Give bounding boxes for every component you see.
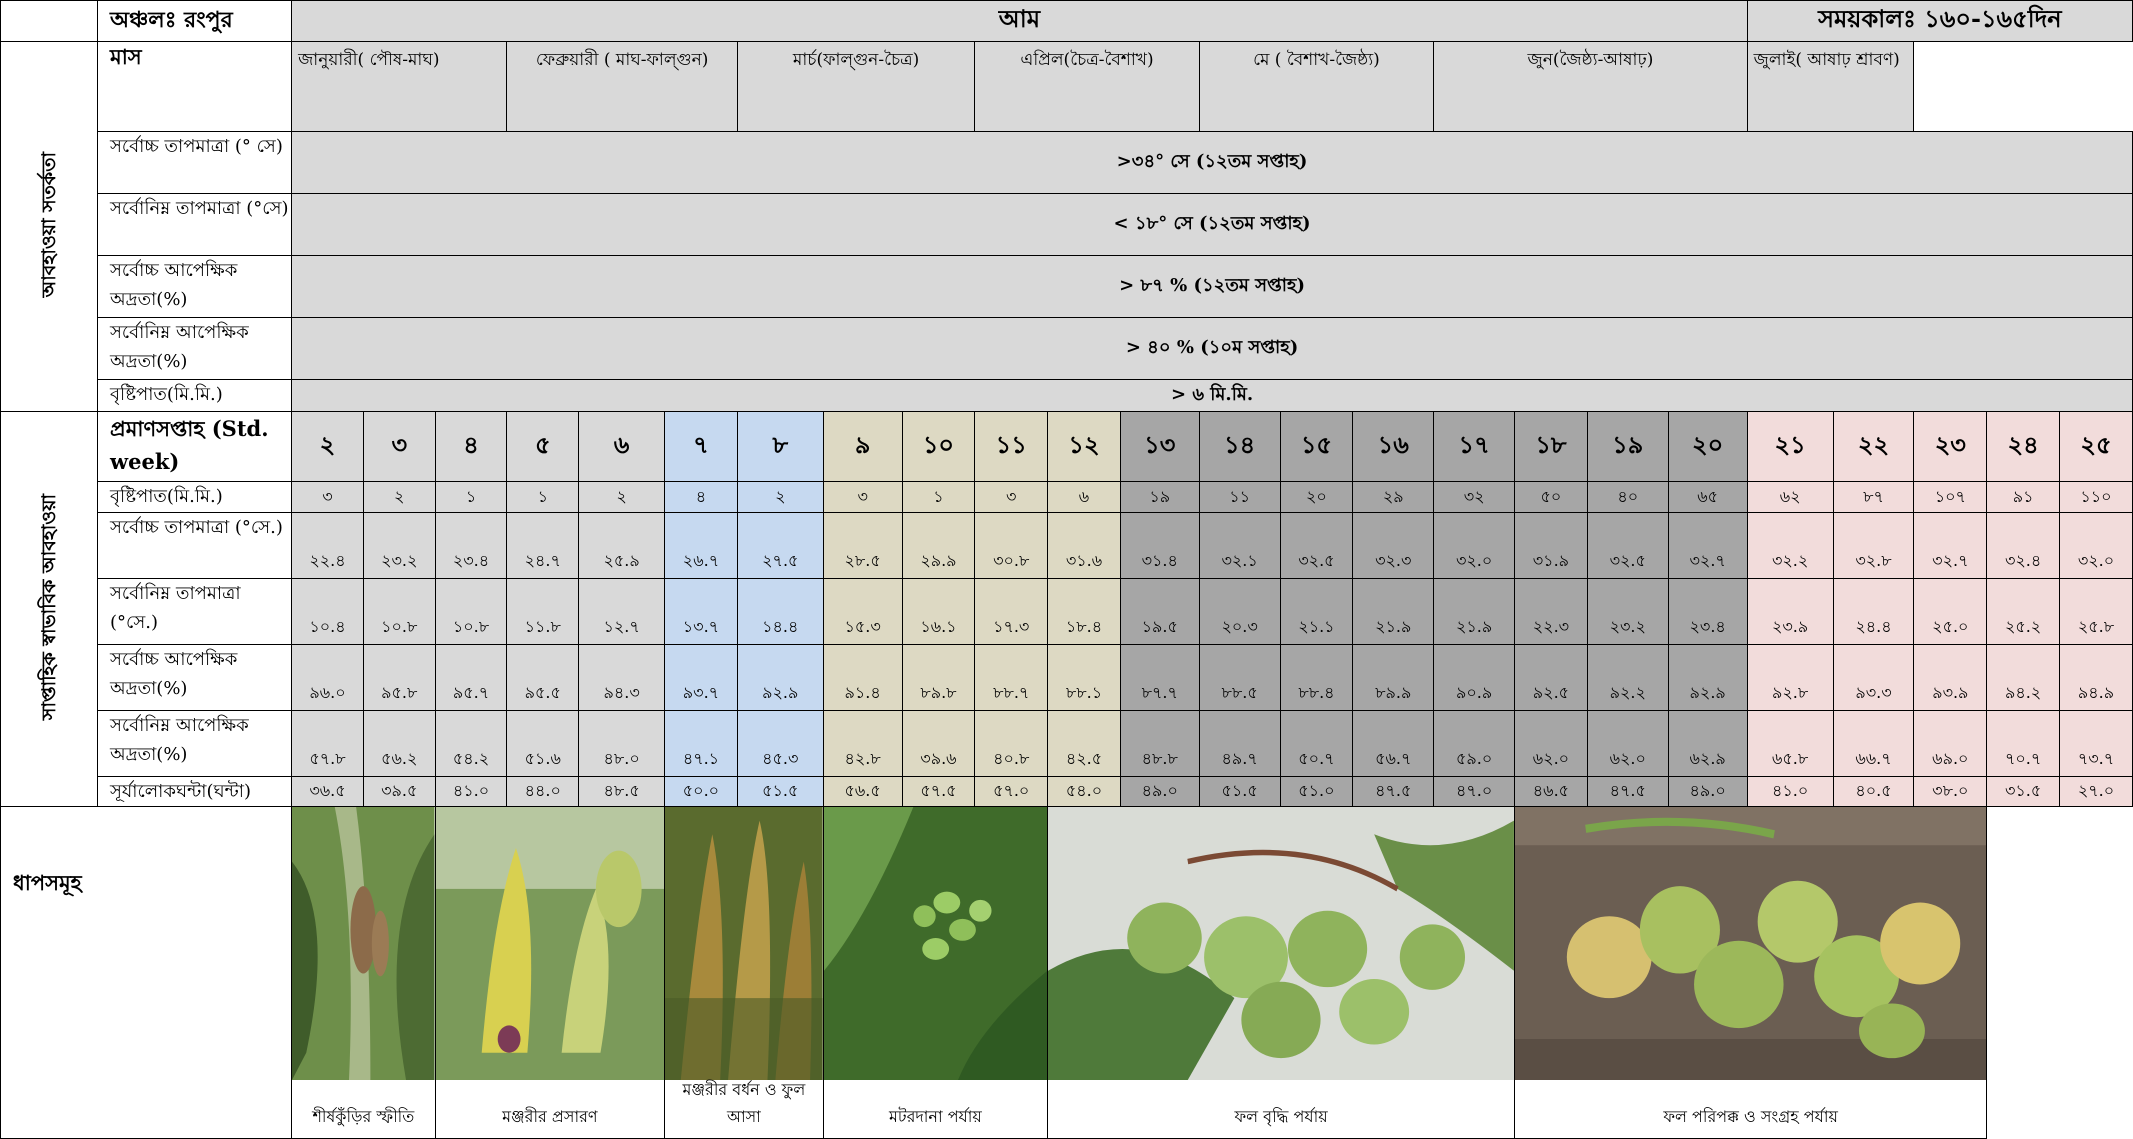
month-feb: ফেব্রুয়ারী ( মাঘ-ফাল্গুন) xyxy=(507,42,737,132)
rainfall-value-cell: ১ xyxy=(902,482,975,513)
min-temp-value-cell: ১৫.৩ xyxy=(823,579,902,645)
weekly-label-max-humidity: সর্বোচ্চ আপেক্ষিক অদ্রতা(%) xyxy=(98,645,292,711)
pea-size-photo xyxy=(824,807,1047,1080)
max-temp-value-cell: ২৩.২ xyxy=(363,513,435,579)
min-temp-value-cell: ২৫.৮ xyxy=(2059,579,2132,645)
fruit-growth-photo xyxy=(1048,807,1514,1080)
max-temp-value-cell: ৩২.৭ xyxy=(1914,513,1987,579)
max-humidity-value-cell: ৯৩.৩ xyxy=(1833,645,1914,711)
week-number-cell: ২৩ xyxy=(1914,412,1987,482)
rainfall-value-cell: ৬৫ xyxy=(1668,482,1747,513)
stage-caption: ফল পরিপক্ক ও সংগ্রহ পর্যায় xyxy=(1663,1107,1838,1126)
sunshine-value-cell: ৪১.০ xyxy=(435,777,507,807)
rainfall-value-cell: ৪ xyxy=(665,482,738,513)
max-humidity-value-cell: ৯৫.৫ xyxy=(507,645,579,711)
weekly-label-sunshine: সূর্যালোকঘন্টা(ঘন্টা) xyxy=(98,777,292,807)
weekly-weather-group: সাপ্তাহিক স্বাভাবিক আবহাওয়া xyxy=(1,412,98,807)
min-temp-value-cell: ১৮.৪ xyxy=(1048,579,1121,645)
max-temp-value-cell: ৩২.৭ xyxy=(1668,513,1747,579)
sunshine-value-cell: ৪৮.৫ xyxy=(579,777,665,807)
sunshine-value-cell: ৪১.০ xyxy=(1747,777,1833,807)
week-number-cell: ৫ xyxy=(507,412,579,482)
week-number-cell: ১৩ xyxy=(1120,412,1199,482)
min-humidity-value-cell: ৪০.৮ xyxy=(975,711,1048,777)
rainfall-value-cell: ১১ xyxy=(1199,482,1280,513)
stage-caption: মঞ্জরীর বর্ধন ও ফুল আসা xyxy=(682,1080,806,1126)
week-number-cell: ১৯ xyxy=(1587,412,1668,482)
min-temp-value-cell: ২৫.২ xyxy=(1987,579,2060,645)
max-humidity-value-cell: ৯৪.২ xyxy=(1987,645,2060,711)
min-temp-value-cell: ১৭.৩ xyxy=(975,579,1048,645)
month-jun: জুন(জৈষ্ঠ্য-আষাঢ়) xyxy=(1434,42,1748,132)
month-mar: মার্চ(ফাল্গুন-চৈত্র) xyxy=(737,42,975,132)
sunshine-value-cell: ৪০.৫ xyxy=(1833,777,1914,807)
week-number-cell: ১২ xyxy=(1048,412,1121,482)
sunshine-value-cell: ৫৭.০ xyxy=(975,777,1048,807)
rainfall-value-cell: ৩ xyxy=(823,482,902,513)
max-humidity-value-cell: ৯২.৮ xyxy=(1747,645,1833,711)
max-temp-value-cell: ২৫.৯ xyxy=(579,513,665,579)
min-humidity-value-cell: ৪৫.৩ xyxy=(737,711,823,777)
min-temp-value-cell: ২২.৩ xyxy=(1515,579,1588,645)
sunshine-value-cell: ৪৭.৫ xyxy=(1587,777,1668,807)
month-apr: এপ্রিল(চৈত্র-বৈশাখ) xyxy=(975,42,1199,132)
stage-pea-size xyxy=(823,807,1047,1139)
rainfall-value-cell: ৩২ xyxy=(1434,482,1515,513)
sunshine-value-cell: ২৭.০ xyxy=(2059,777,2132,807)
weekly-label-min-humidity: সর্বোনিম্ন আপেক্ষিক অদ্রতা(%) xyxy=(98,711,292,777)
max-temp-value-cell: ২৪.৭ xyxy=(507,513,579,579)
max-humidity-value-cell: ৯২.২ xyxy=(1587,645,1668,711)
max-humidity-value-cell: ৯২.৯ xyxy=(1668,645,1747,711)
sunshine-value-cell: ৫৭.৫ xyxy=(902,777,975,807)
sunshine-value-cell: ৩৮.০ xyxy=(1914,777,1987,807)
sunshine-value-cell: ৫১.৫ xyxy=(737,777,823,807)
min-temp-value-cell: ১১.৮ xyxy=(507,579,579,645)
max-humidity-value-cell: ৯২.৫ xyxy=(1515,645,1588,711)
min-humidity-value-cell: ৭০.৭ xyxy=(1987,711,2060,777)
weekly-label-min-temp: সর্বোনিম্ন তাপমাত্রা (°সে.) xyxy=(98,579,292,645)
min-temp-value-cell: ১০.৮ xyxy=(435,579,507,645)
min-temp-value-cell: ১৪.৪ xyxy=(737,579,823,645)
month-may: মে ( বৈশাখ-জৈষ্ঠ্য) xyxy=(1199,42,1433,132)
sunshine-value-cell: ৪৭.৫ xyxy=(1353,777,1434,807)
max-temp-value-cell: ৩২.৫ xyxy=(1280,513,1353,579)
max-temp-value-cell: ৩২.০ xyxy=(2059,513,2132,579)
max-humidity-value-cell: ৯১.৪ xyxy=(823,645,902,711)
max-humidity-value-cell: ৯০.৯ xyxy=(1434,645,1515,711)
week-number-cell: ৮ xyxy=(737,412,823,482)
sunshine-value-cell: ৫১.০ xyxy=(1280,777,1353,807)
alert-value-rainfall: > ৬ মি.মি. xyxy=(292,380,2133,412)
rainfall-value-cell: ৬২ xyxy=(1747,482,1833,513)
rainfall-value-cell: ৮৭ xyxy=(1833,482,1914,513)
min-humidity-value-cell: ৫৭.৮ xyxy=(292,711,364,777)
max-humidity-value-cell: ৮৮.৫ xyxy=(1199,645,1280,711)
min-humidity-value-cell: ৪৯.৭ xyxy=(1199,711,1280,777)
max-temp-value-cell: ৩০.৮ xyxy=(975,513,1048,579)
min-temp-value-cell: ২৪.৪ xyxy=(1833,579,1914,645)
max-temp-value-cell: ৩২.৩ xyxy=(1353,513,1434,579)
min-humidity-value-cell: ৪২.৮ xyxy=(823,711,902,777)
min-humidity-value-cell: ৪৮.৮ xyxy=(1120,711,1199,777)
max-temp-value-cell: ২৬.৭ xyxy=(665,513,738,579)
sunshine-value-cell: ৫১.৫ xyxy=(1199,777,1280,807)
min-humidity-value-cell: ৬২.০ xyxy=(1587,711,1668,777)
sunshine-value-cell: ৫০.০ xyxy=(665,777,738,807)
sunshine-value-cell: ৩১.৫ xyxy=(1987,777,2060,807)
month-row-label: মাস xyxy=(98,42,292,132)
rainfall-value-cell: ২৯ xyxy=(1353,482,1434,513)
min-humidity-value-cell: ৬২.০ xyxy=(1515,711,1588,777)
min-temp-value-cell: ২১.৯ xyxy=(1434,579,1515,645)
max-humidity-value-cell: ৯৫.৭ xyxy=(435,645,507,711)
max-temp-value-cell: ৩২.২ xyxy=(1747,513,1833,579)
sunshine-value-cell: ৫৬.৫ xyxy=(823,777,902,807)
alert-label-rainfall: বৃষ্টিপাত(মি.মি.) xyxy=(98,380,292,412)
min-temp-value-cell: ১৬.১ xyxy=(902,579,975,645)
month-jul: জুলাই( আষাঢ় শ্রাবণ) xyxy=(1747,42,1914,132)
max-temp-value-cell: ৩১.৪ xyxy=(1120,513,1199,579)
rainfall-value-cell: ২ xyxy=(579,482,665,513)
max-temp-value-cell: ২৮.৫ xyxy=(823,513,902,579)
rainfall-value-cell: ৫০ xyxy=(1515,482,1588,513)
min-humidity-value-cell: ৪৭.১ xyxy=(665,711,738,777)
week-number-cell: ২১ xyxy=(1747,412,1833,482)
max-temp-value-cell: ৩২.৪ xyxy=(1987,513,2060,579)
max-temp-value-cell: ৩১.৯ xyxy=(1515,513,1588,579)
duration-label: সময়কালঃ ১৬০-১৬৫দিন xyxy=(1747,1,2132,42)
max-temp-value-cell: ৩২.৮ xyxy=(1833,513,1914,579)
min-humidity-value-cell: ৪৮.০ xyxy=(579,711,665,777)
max-humidity-value-cell: ৮৮.৭ xyxy=(975,645,1048,711)
min-humidity-value-cell: ৫৯.০ xyxy=(1434,711,1515,777)
week-number-cell: ২২ xyxy=(1833,412,1914,482)
max-humidity-value-cell: ৮৮.৪ xyxy=(1280,645,1353,711)
week-number-cell: ২০ xyxy=(1668,412,1747,482)
week-number-cell: ৬ xyxy=(579,412,665,482)
min-temp-value-cell: ২৩.২ xyxy=(1587,579,1668,645)
sunshine-value-cell: ৩৯.৫ xyxy=(363,777,435,807)
stage-caption: ফল বৃদ্ধি পর্যায় xyxy=(1234,1107,1328,1126)
rainfall-value-cell: ২০ xyxy=(1280,482,1353,513)
max-humidity-value-cell: ৮৯.৮ xyxy=(902,645,975,711)
panicle-emergence-photo xyxy=(436,807,664,1080)
rainfall-value-cell: ৯১ xyxy=(1987,482,2060,513)
max-humidity-value-cell: ৯৩.৭ xyxy=(665,645,738,711)
max-temp-value-cell: ২৩.৪ xyxy=(435,513,507,579)
rainfall-value-cell: ১ xyxy=(435,482,507,513)
min-temp-value-cell: ২০.৩ xyxy=(1199,579,1280,645)
rainfall-value-cell: ৬ xyxy=(1048,482,1121,513)
rainfall-value-cell: ৪০ xyxy=(1587,482,1668,513)
week-number-cell: ৯ xyxy=(823,412,902,482)
week-number-cell: ৩ xyxy=(363,412,435,482)
weekly-label-max-temp: সর্বোচ্চ তাপমাত্রা (°সে.) xyxy=(98,513,292,579)
stage-flowering xyxy=(665,807,824,1139)
min-humidity-value-cell: ৫৬.৭ xyxy=(1353,711,1434,777)
week-number-cell: ১৫ xyxy=(1280,412,1353,482)
alert-value-max-humidity: > ৮৭ % (১২তম সপ্তাহ) xyxy=(292,256,2133,318)
max-temp-value-cell: ৩২.৫ xyxy=(1587,513,1668,579)
min-temp-value-cell: ২৩.৯ xyxy=(1747,579,1833,645)
min-temp-value-cell: ২৫.০ xyxy=(1914,579,1987,645)
min-humidity-value-cell: ৬৫.৮ xyxy=(1747,711,1833,777)
max-humidity-value-cell: ৯৫.৮ xyxy=(363,645,435,711)
max-temp-value-cell: ২২.৪ xyxy=(292,513,364,579)
min-temp-value-cell: ১০.৪ xyxy=(292,579,364,645)
week-number-cell: ১৭ xyxy=(1434,412,1515,482)
week-number-cell: ১১ xyxy=(975,412,1048,482)
min-temp-value-cell: ২১.৯ xyxy=(1353,579,1434,645)
sunshine-value-cell: ৪৬.৫ xyxy=(1515,777,1588,807)
rainfall-value-cell: ৩ xyxy=(975,482,1048,513)
max-humidity-value-cell: ৯৬.০ xyxy=(292,645,364,711)
max-temp-value-cell: ২৯.৯ xyxy=(902,513,975,579)
max-humidity-value-cell: ৯৪.৩ xyxy=(579,645,665,711)
rainfall-value-cell: ২ xyxy=(737,482,823,513)
min-temp-value-cell: ১৯.৫ xyxy=(1120,579,1199,645)
week-row-label: প্রমাণসপ্তাহ (Std. week) xyxy=(98,412,292,482)
corner-cell xyxy=(1,1,98,42)
alert-value-min-temp: < ১৮° সে (১২তম সপ্তাহ) xyxy=(292,194,2133,256)
week-number-cell: ১০ xyxy=(902,412,975,482)
min-temp-value-cell: ২৩.৪ xyxy=(1668,579,1747,645)
max-temp-value-cell: ৩২.০ xyxy=(1434,513,1515,579)
min-humidity-value-cell: ৪২.৫ xyxy=(1048,711,1121,777)
harvest-photo xyxy=(1515,807,1986,1080)
week-number-cell: ২৪ xyxy=(1987,412,2060,482)
max-humidity-value-cell: ৯৩.৯ xyxy=(1914,645,1987,711)
min-temp-value-cell: ১২.৭ xyxy=(579,579,665,645)
weather-alert-group: আবহাওয়া সতর্কতা xyxy=(1,42,98,412)
rainfall-value-cell: ১৯ xyxy=(1120,482,1199,513)
rainfall-value-cell: ১০৭ xyxy=(1914,482,1987,513)
min-humidity-value-cell: ৬২.৯ xyxy=(1668,711,1747,777)
week-number-cell: ৭ xyxy=(665,412,738,482)
stage-bud-swelling xyxy=(292,807,436,1139)
min-humidity-value-cell: ৭৩.৭ xyxy=(2059,711,2132,777)
week-number-cell: ৪ xyxy=(435,412,507,482)
min-temp-value-cell: ১৩.৭ xyxy=(665,579,738,645)
alert-label-min-temp: সর্বোনিম্ন তাপমাত্রা (°সে) xyxy=(98,194,292,256)
alert-value-max-temp: >৩৪° সে (১২তম সপ্তাহ) xyxy=(292,132,2133,194)
rainfall-value-cell: ১১০ xyxy=(2059,482,2132,513)
max-humidity-value-cell: ৮৭.৭ xyxy=(1120,645,1199,711)
month-jan: জানুয়ারী( পৌষ-মাঘ) xyxy=(292,42,507,132)
crop-title: আম xyxy=(292,1,1748,42)
min-temp-value-cell: ২১.১ xyxy=(1280,579,1353,645)
min-humidity-value-cell: ৫০.৭ xyxy=(1280,711,1353,777)
stage-panicle-emergence xyxy=(435,807,664,1139)
stage-fruit-growth xyxy=(1048,807,1515,1139)
week-number-cell: ১৬ xyxy=(1353,412,1434,482)
rainfall-value-cell: ১ xyxy=(507,482,579,513)
max-temp-value-cell: ২৭.৫ xyxy=(737,513,823,579)
alert-label-max-humidity: সর্বোচ্চ আপেক্ষিক অদ্রতা(%) xyxy=(98,256,292,318)
sunshine-value-cell: ৩৬.৫ xyxy=(292,777,364,807)
week-number-cell: ১৮ xyxy=(1515,412,1588,482)
stages-label: ধাপসমূহ xyxy=(1,807,292,1139)
max-humidity-value-cell: ৯৪.৯ xyxy=(2059,645,2132,711)
min-humidity-value-cell: ৫৬.২ xyxy=(363,711,435,777)
min-humidity-value-cell: ৬৯.০ xyxy=(1914,711,1987,777)
min-humidity-value-cell: ৫১.৬ xyxy=(507,711,579,777)
max-humidity-value-cell: ৮৮.১ xyxy=(1048,645,1121,711)
rainfall-value-cell: ২ xyxy=(363,482,435,513)
week-number-cell: ১৪ xyxy=(1199,412,1280,482)
max-humidity-value-cell: ৮৯.৯ xyxy=(1353,645,1434,711)
min-humidity-value-cell: ৫৪.২ xyxy=(435,711,507,777)
week-number-cell: ২৫ xyxy=(2059,412,2132,482)
sunshine-value-cell: ৪৪.০ xyxy=(507,777,579,807)
min-humidity-value-cell: ৬৬.৭ xyxy=(1833,711,1914,777)
sunshine-value-cell: ৪৯.০ xyxy=(1120,777,1199,807)
stage-caption: শীর্ষকুঁড়ির স্ফীতি xyxy=(312,1107,415,1126)
alert-label-min-humidity: সর্বোনিম্ন আপেক্ষিক অদ্রতা(%) xyxy=(98,318,292,380)
weekly-label-rainfall: বৃষ্টিপাত(মি.মি.) xyxy=(98,482,292,513)
stage-maturity-harvest xyxy=(1515,807,1987,1139)
rainfall-value-cell: ৩ xyxy=(292,482,364,513)
max-temp-value-cell: ৩১.৬ xyxy=(1048,513,1121,579)
stage-caption: মঞ্জরীর প্রসারণ xyxy=(502,1107,598,1126)
max-humidity-value-cell: ৯২.৯ xyxy=(737,645,823,711)
sunshine-value-cell: ৪৯.০ xyxy=(1668,777,1747,807)
alert-label-max-temp: সর্বোচ্চ তাপমাত্রা (° সে) xyxy=(98,132,292,194)
sunshine-value-cell: ৪৭.০ xyxy=(1434,777,1515,807)
min-humidity-value-cell: ৩৯.৬ xyxy=(902,711,975,777)
alert-value-min-humidity: > ৪০ % (১০ম সপ্তাহ) xyxy=(292,318,2133,380)
stage-caption: মটরদানা পর্যায় xyxy=(888,1107,982,1126)
week-number-cell: ২ xyxy=(292,412,364,482)
bud-swelling-photo xyxy=(292,807,435,1080)
max-temp-value-cell: ৩২.১ xyxy=(1199,513,1280,579)
sunshine-value-cell: ৫৪.০ xyxy=(1048,777,1121,807)
flowering-photo xyxy=(665,807,823,1080)
min-temp-value-cell: ১০.৮ xyxy=(363,579,435,645)
region-label: অঞ্চলঃ রংপুর xyxy=(98,1,292,42)
